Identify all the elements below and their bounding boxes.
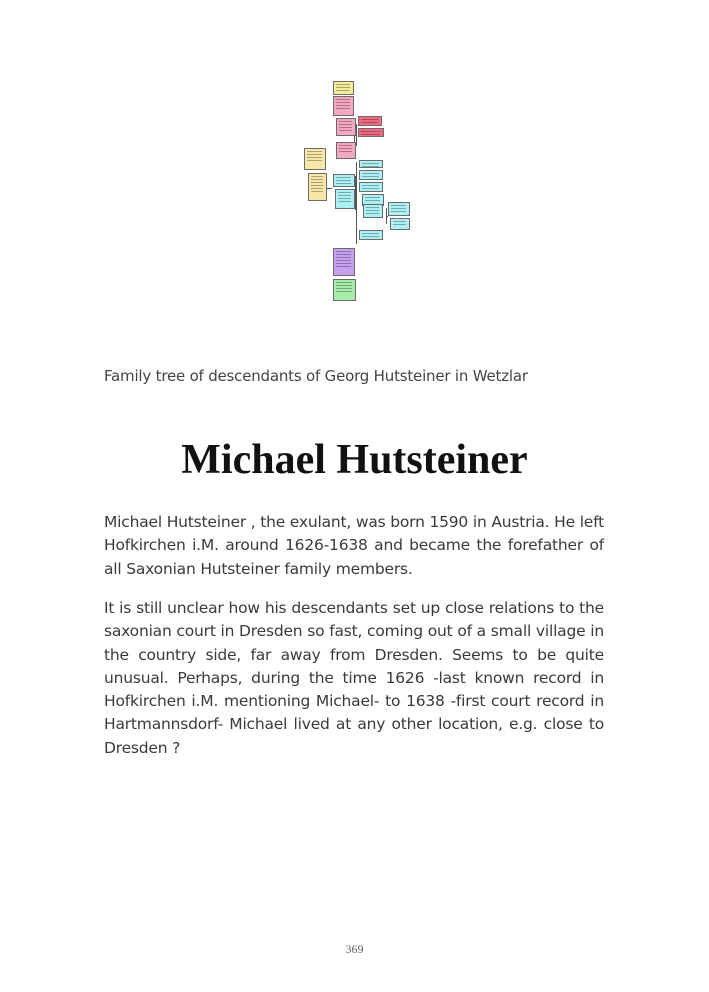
tree-node — [336, 118, 356, 136]
page-title: Michael Hutsteiner — [181, 437, 528, 483]
tree-node — [363, 204, 383, 218]
tree-connector — [356, 124, 357, 146]
tree-node — [359, 182, 383, 192]
tree-node — [390, 218, 410, 230]
tree-node — [308, 173, 327, 201]
tree-node — [333, 96, 354, 116]
tree-node — [333, 279, 356, 301]
tree-node — [336, 142, 356, 159]
tree-connector — [386, 216, 388, 217]
family-tree-diagram — [300, 78, 415, 306]
tree-node — [333, 174, 355, 187]
tree-node — [358, 116, 382, 126]
body-paragraph: It is still unclear how his descendants set up close relations to the saxonian court in Dresden so fast, coming out of a small village in the country side, far away from Dresden. Seems to be quite unusual. Perhaps, during the time 1626 -last known record in Hofkirchen i.M. mentioning Michael- to 1638 -first court record in Hartmannsdorf- Michael lived at any other location, e.g. close to Dresden ? — [104, 599, 604, 757]
tree-node — [333, 248, 355, 276]
tree-node — [335, 189, 355, 209]
figure-caption: Family tree of descendants of Georg Hutsteiner in Wetzlar — [104, 367, 528, 385]
tree-node — [333, 81, 354, 95]
tree-connector — [327, 188, 332, 189]
page-number: 369 — [345, 942, 364, 956]
tree-node — [358, 128, 384, 137]
tree-node — [359, 230, 383, 240]
tree-node — [359, 170, 383, 180]
tree-node — [359, 160, 383, 168]
tree-connector — [356, 162, 357, 244]
tree-node — [304, 148, 326, 170]
tree-node — [388, 202, 410, 216]
body-paragraph: Michael Hutsteiner , the exulant, was born 1590 in Austria. He left Hofkirchen i.M. around 1626-1638 and became the forefather of all Saxonian Hutsteiner family members. — [104, 513, 604, 578]
